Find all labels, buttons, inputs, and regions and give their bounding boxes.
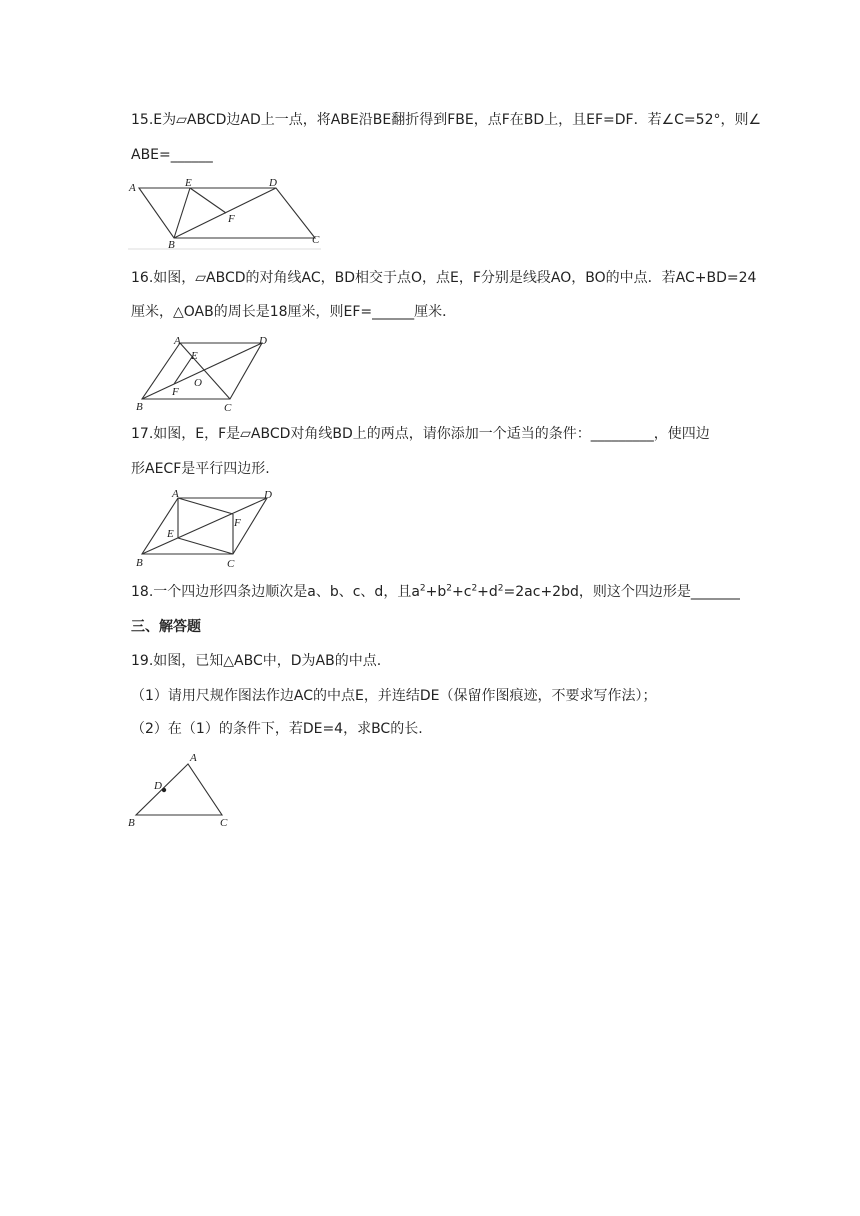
q17-label-b: B bbox=[136, 557, 143, 569]
q16-label-d: D bbox=[259, 335, 267, 347]
q15-label-e: E bbox=[185, 177, 192, 189]
q15-segment-ef bbox=[190, 188, 226, 213]
q17-text-line2: 形AECF是平行四边形. bbox=[131, 461, 270, 477]
q19-text-line1: 19.如图，已知△ABC中，D为AB的中点. bbox=[131, 653, 382, 669]
q15-segment-be bbox=[174, 188, 190, 238]
q18-text-part2: +c bbox=[452, 584, 472, 600]
q18-exponent: 2 bbox=[419, 583, 426, 594]
q18-exponent: 2 bbox=[446, 583, 452, 594]
q16-diagonal-ac bbox=[180, 343, 230, 399]
q18-exponent: 2 bbox=[497, 583, 504, 594]
q16-label-b: B bbox=[136, 401, 143, 413]
q17-parallelogram-figure bbox=[134, 486, 279, 570]
q16-label-c: C bbox=[224, 402, 232, 414]
q15-text-line2: ABE=______ bbox=[131, 147, 213, 163]
q15-label-c: C bbox=[312, 234, 320, 246]
q18-text bbox=[131, 582, 740, 602]
q17-text-line1: 17.如图，E，F是▱ABCD对角线BD上的两点，请你添加一个适当的条件：_________，使四边 bbox=[131, 426, 710, 442]
q16-parallelogram-figure bbox=[130, 333, 275, 415]
q19-label-c: C bbox=[220, 817, 228, 829]
q15-label-a: A bbox=[129, 182, 136, 194]
q15-label-f: F bbox=[228, 213, 235, 225]
q15-label-d: D bbox=[269, 177, 277, 189]
q18-text-suffix: =2ac+2bd，则这个四边形是_______ bbox=[503, 584, 740, 600]
q17-label-f: F bbox=[234, 517, 241, 529]
q15-text-line1: 15.E为▱ABCD边AD上一点，将ABE沿BE翻折得到FBE，点F在BD上，且EF=DF．若∠C=52°，则∠ bbox=[131, 112, 762, 128]
q15-parallelogram-figure bbox=[126, 176, 326, 251]
q15-label-b: B bbox=[168, 239, 175, 251]
q16-text-line2: 厘米，△OAB的周长是18厘米，则EF=______厘米． bbox=[131, 304, 457, 320]
q18-exponent: 2 bbox=[471, 583, 478, 594]
q19-text-line3: （2）在（1）的条件下，若DE=4，求BC的长. bbox=[131, 721, 423, 737]
q16-label-a: A bbox=[174, 335, 181, 347]
q16-label-e: E bbox=[191, 350, 198, 362]
q17-label-d: D bbox=[264, 489, 272, 501]
section-heading-answer-questions: 三、解答题 bbox=[131, 619, 201, 635]
q17-segment-af bbox=[178, 498, 233, 514]
q19-label-a: A bbox=[190, 752, 197, 764]
q19-label-d: D bbox=[154, 780, 162, 792]
q17-label-c: C bbox=[227, 558, 235, 570]
q17-label-e: E bbox=[167, 528, 174, 540]
q19-triangle-figure bbox=[126, 750, 236, 830]
q18-text-part1: +b bbox=[425, 584, 447, 600]
q16-diagonal-bd bbox=[142, 343, 262, 399]
q15-parallelogram bbox=[139, 188, 315, 238]
q15-segment-bd bbox=[174, 188, 276, 238]
q16-text-line1: 16.如图，▱ABCD的对角线AC，BD相交于点O，点E，F分别是线段AO，BO的中点．若AC+BD=24 bbox=[131, 270, 757, 286]
q19-text-line2: （1）请用尺规作图法作边AC的中点E，并连结DE（保留作图痕迹，不要求写作法）； bbox=[131, 688, 657, 704]
q18-text-part3: +d bbox=[477, 584, 498, 600]
q16-label-f: F bbox=[172, 386, 179, 398]
q19-triangle bbox=[136, 764, 222, 815]
q16-label-o: O bbox=[194, 377, 202, 389]
q19-midpoint-d bbox=[162, 788, 166, 792]
q17-label-a: A bbox=[172, 488, 179, 500]
q18-text-prefix: 18.一个四边形四条边顺次是a、b、c、d，且a bbox=[131, 584, 420, 600]
q17-segment-ec bbox=[178, 538, 233, 554]
q19-label-b: B bbox=[128, 817, 135, 829]
